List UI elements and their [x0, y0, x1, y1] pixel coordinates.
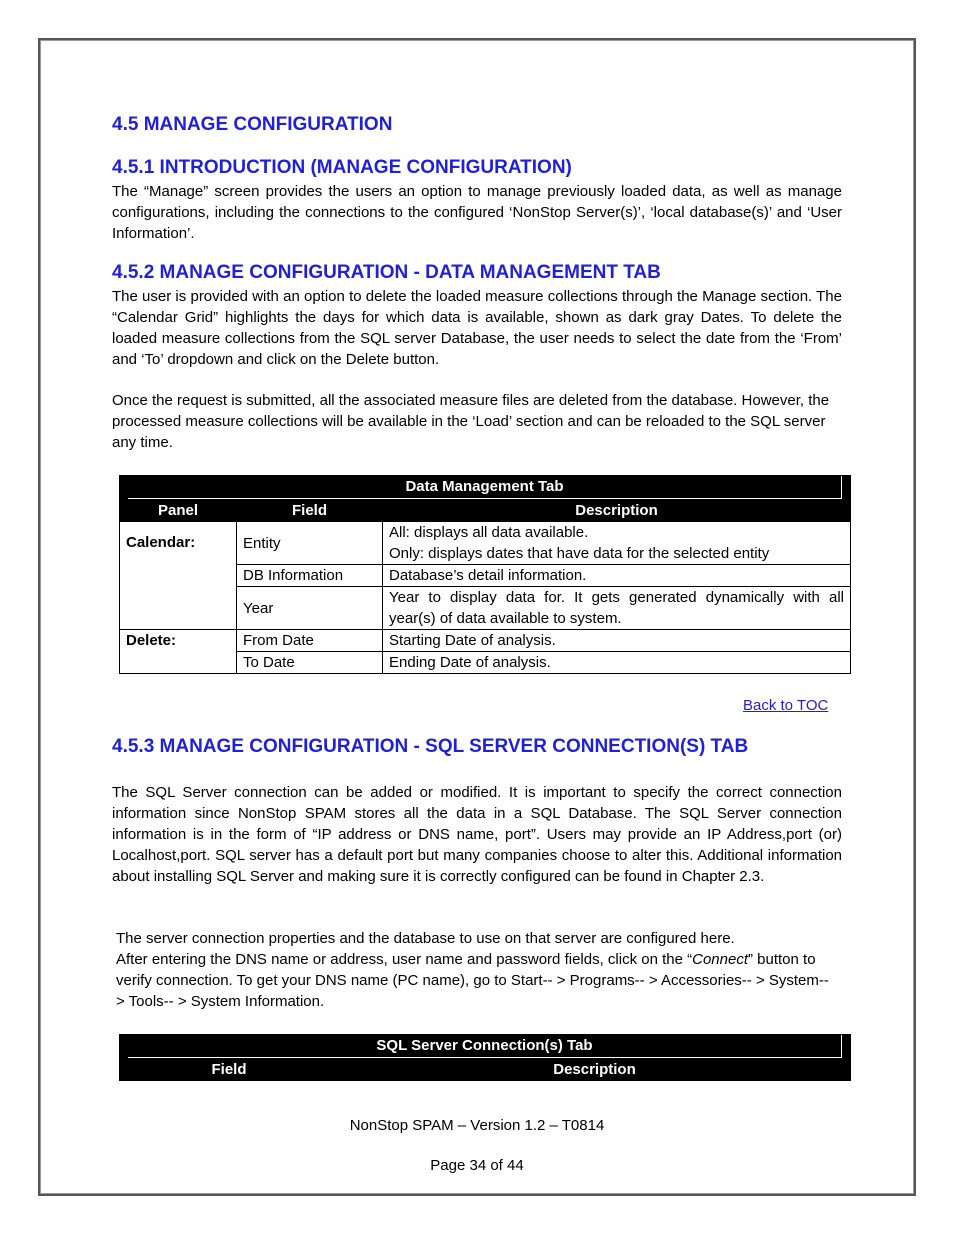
column-header-field: Field	[120, 1059, 339, 1081]
heading-4-5: 4.5 MANAGE CONFIGURATION	[112, 114, 393, 135]
sql-server-connections-table	[119, 1034, 851, 1081]
field-cell: To Date	[237, 652, 383, 674]
back-to-toc-link[interactable]: Back to TOC	[743, 697, 829, 714]
sql-server-paragraph-2: The server connection properties and the database to use on that server are configured here. After entering the DNS name or address, user name and password fields, click on the “Connect” button to verify connection. To get your DNS name (PC name), go to Start-- > Programs-- > Accessories-- > System-- > Tools-- > System Information.	[116, 930, 829, 1010]
panel-delete: Delete:	[120, 630, 237, 674]
table-row	[120, 630, 851, 652]
data-management-table	[119, 475, 851, 674]
sql-server-paragraph-1: The SQL Server connection can be added or modified. It is important to specify the correct connection information since NonStop SPAM stores all the data in a SQL Database. The SQL Server connection information is in the form of “IP address or DNS name, port”. Users may provide an IP Address,port (or) Localhost,port. SQL server has a default port but many companies choose to alter this. Additional information about installing SQL Server and making sure it is correctly configured can be found in Chapter 2.3.	[112, 784, 842, 885]
description-cell: Year to display data for. It gets generated dynamically with all year(s) of data available to system.	[383, 587, 851, 630]
table-row	[120, 522, 851, 565]
field-cell: Year	[237, 587, 383, 630]
data-management-paragraph-2: Once the request is submitted, all the associated measure files are deleted from the database. However, the processed measure collections will be available in the ‘Load’ section and can be reloaded to the SQL server any time.	[112, 392, 830, 451]
column-header-field: Field	[237, 500, 383, 522]
intro-paragraph: The “Manage” screen provides the users an option to manage previously loaded data, as well as manage configurations, including the connections to the configured ‘NonStop Server(s)’, ‘local database(s)’ and ‘User Information’.	[112, 183, 842, 242]
heading-4-5-2: 4.5.2 MANAGE CONFIGURATION - DATA MANAGEMENT TAB	[112, 262, 661, 283]
field-cell: DB Information	[237, 565, 383, 587]
footer-page-number: Page 34 of 44	[430, 1157, 524, 1174]
footer-version: NonStop SPAM – Version 1.2 – T0814	[349, 1117, 605, 1134]
panel-calendar: Calendar:	[120, 522, 237, 630]
field-cell: From Date	[237, 630, 383, 652]
data-management-paragraph-1: The user is provided with an option to delete the loaded measure collections through the Manage section. The “Calendar Grid” highlights the days for which data is available, shown as dark gray Dates. To delete the loaded measure collections from the SQL server Database, the user needs to select the date from the ‘From’ and ‘To’ dropdown and click on the Delete button.	[112, 288, 842, 368]
column-header-panel: Panel	[120, 500, 237, 522]
description-cell: All: displays all data available. Only: displays dates that have data for the selected entity	[383, 522, 851, 565]
heading-4-5-3: 4.5.3 MANAGE CONFIGURATION - SQL SERVER CONNECTION(S) TAB	[112, 736, 749, 757]
heading-4-5-1: 4.5.1 INTRODUCTION (MANAGE CONFIGURATION)	[112, 157, 572, 178]
column-header-description: Description	[383, 500, 851, 522]
table-caption: SQL Server Connection(s) Tab	[120, 1035, 851, 1059]
table-caption: Data Management Tab	[120, 476, 851, 500]
description-cell: Database’s detail information.	[383, 565, 851, 587]
field-cell: Entity	[237, 522, 383, 565]
description-cell: Ending Date of analysis.	[383, 652, 851, 674]
column-header-description: Description	[339, 1059, 851, 1081]
description-cell: Starting Date of analysis.	[383, 630, 851, 652]
